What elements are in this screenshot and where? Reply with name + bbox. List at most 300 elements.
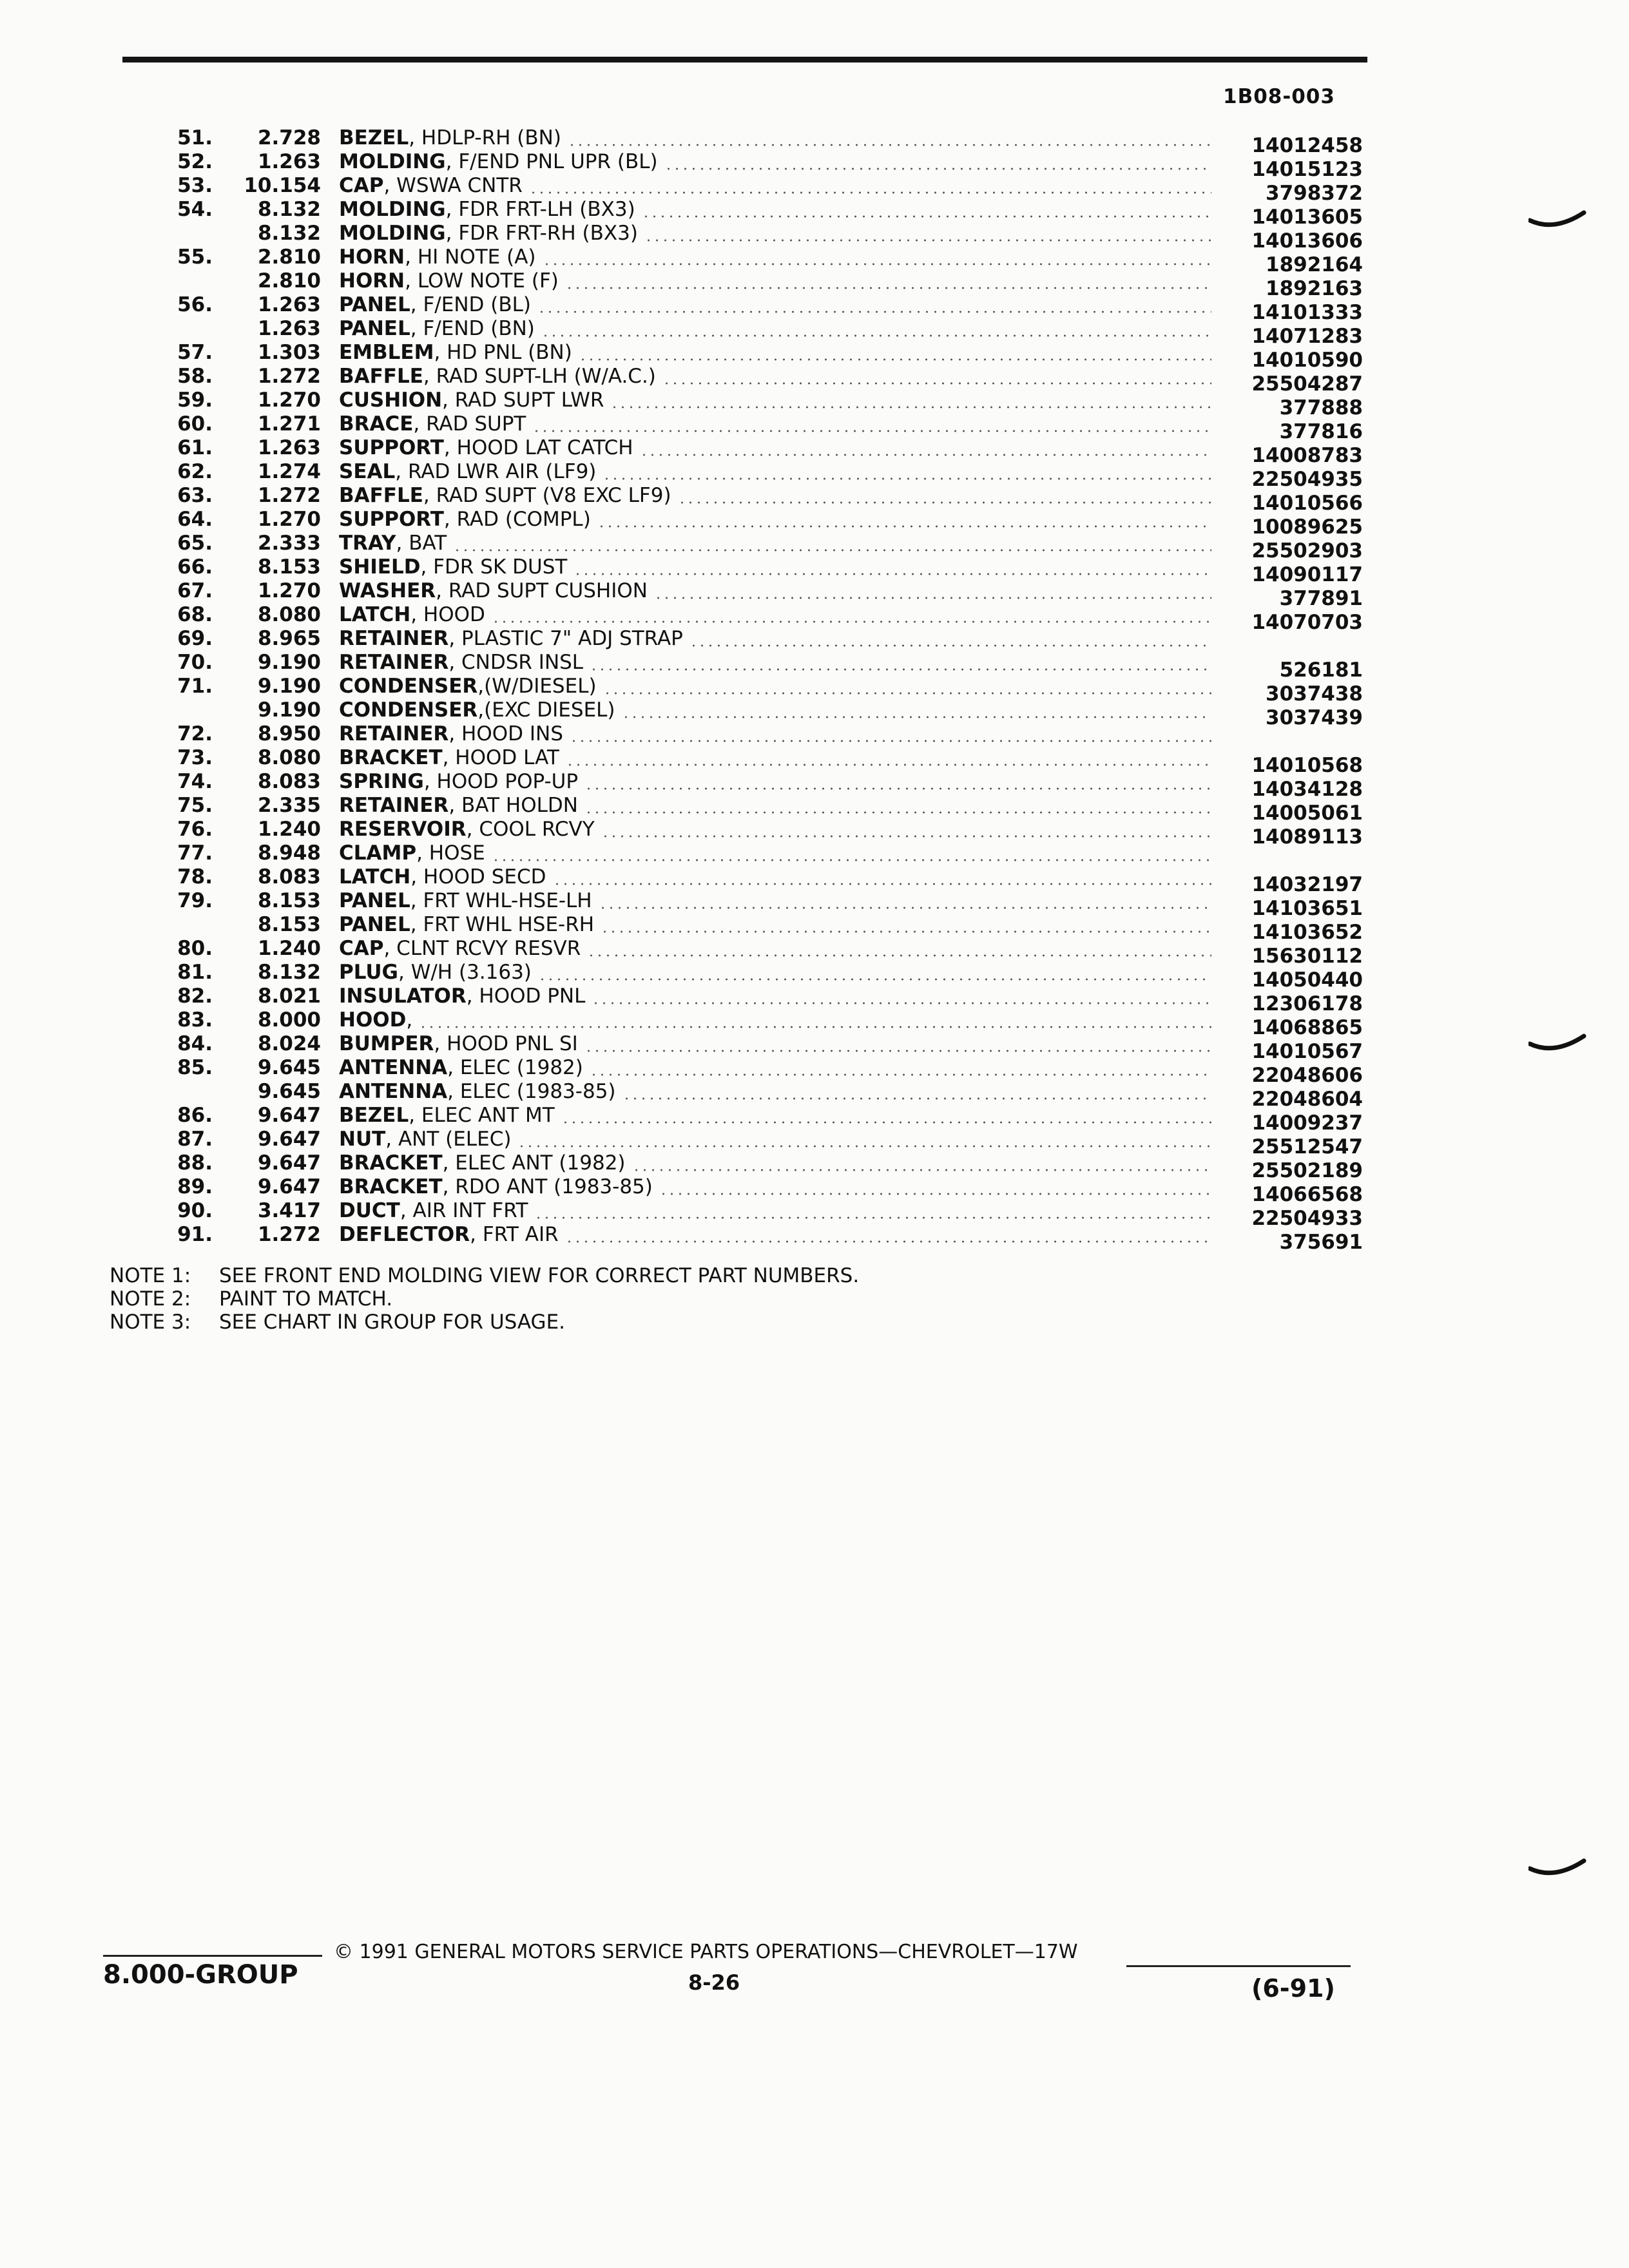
group-reference: 3.417 [257, 1199, 321, 1222]
part-row [0, 484, 1629, 515]
part-number: 12306178 [1251, 992, 1363, 1015]
part-name: CAP [339, 174, 384, 197]
dot-leader [419, 1026, 1211, 1028]
item-number: 53. [177, 174, 213, 197]
top-rule [122, 57, 1367, 62]
part-row [0, 269, 1629, 300]
item-number: 52. [177, 150, 213, 173]
part-row [0, 1151, 1629, 1182]
part-description [339, 603, 485, 627]
part-description [339, 698, 615, 722]
part-number: 3798372 [1266, 182, 1363, 205]
part-number: 14008783 [1251, 444, 1363, 467]
part-description [339, 341, 572, 365]
group-reference: 1.272 [257, 1223, 321, 1246]
dot-leader [561, 1121, 1211, 1124]
part-qualifier: , RAD LWR AIR (LF9) [395, 460, 597, 483]
part-description [339, 985, 585, 1008]
group-reference: 9.647 [257, 1128, 321, 1151]
dot-leader [642, 215, 1211, 218]
part-name: RESERVOIR [339, 818, 467, 841]
part-name: HORN [339, 269, 405, 293]
part-description [339, 222, 638, 245]
part-description [339, 1032, 578, 1056]
part-qualifier: , HOSE [416, 841, 485, 865]
dot-leader [659, 1193, 1211, 1195]
part-name: HOOD [339, 1008, 407, 1032]
footer-group-label: 8.000-GROUP [103, 1960, 298, 1990]
part-number: 377891 [1279, 587, 1363, 610]
dot-leader [664, 168, 1211, 170]
group-reference: 8.080 [257, 746, 321, 769]
part-description [339, 1175, 653, 1199]
part-name: TRAY [339, 532, 396, 555]
item-number: 77. [177, 841, 213, 865]
part-number: 14101333 [1251, 301, 1363, 324]
item-number: 85. [177, 1056, 213, 1079]
note-label: NOTE 1: [110, 1264, 191, 1287]
part-number: 14013605 [1251, 206, 1363, 229]
part-description [339, 651, 583, 675]
part-name: RETAINER [339, 627, 449, 650]
item-number: 82. [177, 985, 213, 1008]
dot-leader [610, 406, 1211, 408]
footer-date: (6-91) [1251, 1974, 1335, 2003]
item-number: 60. [177, 412, 213, 436]
footer-copyright: © 1991 GENERAL MOTORS SERVICE PARTS OPERATIONS—CHEVROLET—17W [334, 1941, 1078, 1963]
item-number: 70. [177, 651, 213, 674]
part-qualifier: , [406, 1008, 413, 1032]
part-row [0, 365, 1629, 396]
part-qualifier: , ELEC (1983-85) [447, 1080, 616, 1103]
note-label: NOTE 3: [110, 1311, 191, 1334]
note-line [110, 1264, 859, 1287]
part-description [339, 1128, 511, 1151]
part-name: LATCH [339, 865, 411, 889]
part-qualifier: , FRT WHL-HSE-LH [410, 889, 592, 912]
dot-leader [541, 334, 1211, 337]
part-description [339, 508, 591, 532]
part-row [0, 1032, 1629, 1063]
part-name: DEFLECTOR [339, 1223, 470, 1246]
group-reference: 1.240 [257, 937, 321, 960]
note-line [110, 1287, 859, 1311]
part-qualifier: , HOOD [410, 603, 485, 626]
dot-leader [529, 191, 1211, 194]
part-name: SHIELD [339, 555, 421, 579]
group-reference: 2.728 [257, 126, 321, 149]
dot-leader [532, 430, 1211, 432]
dot-leader [644, 239, 1211, 242]
dot-leader [654, 597, 1211, 599]
part-qualifier: , HOOD INS [448, 722, 563, 745]
part-number: 14034128 [1251, 778, 1363, 801]
part-description [339, 365, 656, 389]
part-row [0, 770, 1629, 801]
part-row [0, 126, 1629, 157]
part-number: 25504287 [1251, 372, 1363, 396]
dot-leader [537, 311, 1211, 313]
part-name: BAFFLE [339, 365, 423, 388]
part-qualifier: , FDR FRT-RH (BX3) [445, 222, 638, 245]
part-row [0, 1008, 1629, 1039]
item-number: 55. [177, 245, 213, 269]
part-qualifier: , RAD SUPT LWR [442, 389, 604, 412]
part-description [339, 245, 536, 269]
footer-rule-left [103, 1955, 322, 1957]
part-row [0, 985, 1629, 1015]
dot-leader [570, 740, 1211, 742]
group-reference: 1.263 [257, 150, 321, 173]
part-qualifier: , CNDSR INSL [448, 651, 584, 674]
note-line [110, 1311, 859, 1334]
part-number: 14066568 [1251, 1183, 1363, 1206]
part-number: 14103651 [1251, 897, 1363, 920]
group-reference: 8.083 [257, 770, 321, 793]
item-number: 64. [177, 508, 213, 531]
part-description [339, 126, 561, 150]
part-name: RETAINER [339, 651, 449, 674]
group-reference: 8.153 [257, 889, 321, 912]
group-reference: 1.263 [257, 317, 321, 340]
item-number: 73. [177, 746, 213, 769]
part-row [0, 865, 1629, 896]
part-row [0, 150, 1629, 181]
part-description [339, 579, 648, 603]
part-number: 377816 [1279, 420, 1363, 443]
page-code: 1B08-003 [1223, 85, 1335, 108]
part-qualifier: , BAT HOLDN [448, 794, 578, 817]
item-number: 76. [177, 818, 213, 841]
binder-hole-mark-bottom [1528, 1849, 1586, 1881]
part-row [0, 722, 1629, 746]
part-name: PLUG [339, 961, 398, 984]
dot-leader [662, 382, 1211, 385]
part-name: NUT [339, 1128, 386, 1151]
part-qualifier: , RDO ANT (1983-85) [442, 1175, 653, 1198]
part-name: BAFFLE [339, 484, 423, 507]
part-number: 14010568 [1251, 754, 1363, 777]
part-qualifier: , COOL RCVY [466, 818, 595, 841]
part-number: 25502903 [1251, 539, 1363, 562]
dot-leader [565, 287, 1211, 289]
part-description [339, 460, 596, 484]
part-description [339, 889, 592, 913]
part-name: EMBLEM [339, 341, 434, 364]
part-description [339, 389, 604, 412]
part-row [0, 389, 1629, 419]
part-qualifier: , ELEC ANT (1982) [442, 1151, 626, 1175]
part-row [0, 174, 1629, 205]
item-number: 89. [177, 1175, 213, 1198]
item-number: 72. [177, 722, 213, 745]
part-name: CONDENSER [339, 698, 478, 722]
part-qualifier: , FDR FRT-LH (BX3) [445, 198, 635, 221]
group-reference: 8.153 [257, 555, 321, 579]
binder-hole-mark-top [1528, 201, 1586, 233]
group-reference: 8.132 [257, 198, 321, 221]
dot-leader [602, 477, 1211, 480]
dot-leader [622, 716, 1211, 718]
part-row [0, 532, 1629, 562]
part-qualifier: , RAD SUPT CUSHION [436, 579, 648, 602]
part-description [339, 198, 635, 222]
part-description [339, 1056, 583, 1080]
part-row [0, 1175, 1629, 1206]
item-number: 61. [177, 436, 213, 459]
part-description [339, 412, 526, 436]
dot-leader [492, 620, 1211, 623]
group-reference: 1.303 [257, 341, 321, 364]
part-name: PANEL [339, 913, 410, 936]
part-description [339, 1104, 555, 1128]
part-row [0, 675, 1629, 706]
item-number: 71. [177, 675, 213, 698]
part-qualifier: , F/END (BL) [410, 293, 531, 316]
binder-hole-mark-middle [1528, 1024, 1586, 1057]
part-qualifier: , HD PNL (BN) [434, 341, 572, 364]
item-number: 66. [177, 555, 213, 579]
part-name: SPRING [339, 770, 424, 793]
dot-leader [632, 1169, 1211, 1171]
part-qualifier: , BAT [396, 532, 447, 555]
part-qualifier: , F/END PNL UPR (BL) [445, 150, 658, 173]
dot-leader [597, 525, 1211, 528]
part-number: 14103652 [1251, 921, 1363, 944]
part-qualifier: , RAD (COMPL) [443, 508, 591, 531]
part-row [0, 1056, 1629, 1087]
dot-leader [584, 1050, 1211, 1052]
part-number: 377888 [1279, 396, 1363, 419]
group-reference: 8.965 [257, 627, 321, 650]
dot-leader [574, 573, 1211, 575]
dot-leader [538, 978, 1211, 981]
group-reference: 8.132 [257, 961, 321, 984]
group-reference: 8.948 [257, 841, 321, 865]
part-name: BEZEL [339, 126, 409, 149]
dot-leader [568, 144, 1211, 146]
part-name: BRACKET [339, 1175, 443, 1198]
part-qualifier: , ELEC ANT MT [409, 1104, 555, 1127]
part-description [339, 865, 546, 889]
part-description [339, 1008, 412, 1032]
part-row [0, 341, 1629, 372]
part-number: 14071283 [1251, 325, 1363, 348]
part-qualifier: , LOW NOTE (F) [405, 269, 559, 293]
part-name: RETAINER [339, 794, 449, 817]
part-number: 3037439 [1266, 706, 1363, 729]
part-row [0, 794, 1629, 825]
note-text: PAINT TO MATCH. [219, 1287, 393, 1311]
note-text: SEE FRONT END MOLDING VIEW FOR CORRECT PART NUMBERS. [219, 1264, 860, 1287]
part-row [0, 579, 1629, 610]
part-number: 1892163 [1266, 277, 1363, 300]
dot-leader [584, 811, 1211, 814]
part-qualifier: , HDLP-RH (BN) [409, 126, 561, 149]
part-description [339, 627, 683, 651]
part-qualifier: , F/END (BN) [410, 317, 535, 340]
part-row [0, 293, 1629, 324]
part-number: 25502189 [1251, 1159, 1363, 1182]
item-number: 54. [177, 198, 213, 221]
part-qualifier: , FRT AIR [470, 1223, 559, 1246]
group-reference: 10.154 [244, 174, 321, 197]
part-name: LATCH [339, 603, 411, 626]
dot-leader [492, 859, 1211, 861]
footer-page-number: 8-26 [688, 1970, 740, 1995]
part-row [0, 818, 1629, 849]
part-qualifier: , AIR INT FRT [400, 1199, 528, 1222]
item-number: 68. [177, 603, 213, 626]
part-description [339, 937, 581, 961]
part-name: PANEL [339, 889, 410, 912]
part-row [0, 198, 1629, 229]
group-reference: 1.240 [257, 818, 321, 841]
group-reference: 2.333 [257, 532, 321, 555]
part-qualifier: , W/H (3.163) [398, 961, 532, 984]
group-reference: 1.270 [257, 508, 321, 531]
part-number: 14010590 [1251, 349, 1363, 372]
part-name: BEZEL [339, 1104, 409, 1127]
part-description [339, 818, 595, 841]
dot-leader [534, 1216, 1211, 1219]
part-name: CUSHION [339, 389, 443, 412]
item-number: 56. [177, 293, 213, 316]
group-reference: 9.190 [257, 651, 321, 674]
item-number: 79. [177, 889, 213, 912]
part-number: 14010567 [1251, 1040, 1363, 1063]
group-reference: 2.810 [257, 245, 321, 269]
part-number: 14089113 [1251, 825, 1363, 849]
part-description [339, 746, 559, 770]
part-number: 22048604 [1251, 1088, 1363, 1111]
part-row [0, 913, 1629, 944]
part-qualifier: , ELEC (1982) [447, 1056, 583, 1079]
part-row [0, 1104, 1629, 1135]
item-number: 91. [177, 1223, 213, 1246]
item-number: 67. [177, 579, 213, 602]
part-number: 10089625 [1251, 515, 1363, 539]
part-description [339, 794, 578, 818]
part-number: 1892164 [1266, 253, 1363, 276]
dot-leader [565, 1240, 1211, 1243]
part-row [0, 698, 1629, 729]
group-reference: 1.271 [257, 412, 321, 436]
part-name: HORN [339, 245, 405, 269]
part-qualifier: , HOOD LAT CATCH [443, 436, 633, 459]
dot-leader [584, 787, 1211, 790]
part-number: 25512547 [1251, 1135, 1363, 1158]
part-row [0, 1080, 1629, 1111]
part-name: PANEL [339, 293, 410, 316]
part-description [339, 675, 597, 698]
part-qualifier: , WSWA CNTR [383, 174, 523, 197]
part-description [339, 269, 559, 293]
part-description [339, 532, 447, 555]
group-reference: 1.272 [257, 484, 321, 507]
part-qualifier: , RAD SUPT [413, 412, 526, 436]
dot-leader [599, 907, 1211, 909]
item-number: 78. [177, 865, 213, 889]
part-qualifier: ,(EXC DIESEL) [477, 698, 615, 722]
part-row [0, 412, 1629, 443]
part-description [339, 770, 578, 794]
part-qualifier: , HOOD POP-UP [423, 770, 579, 793]
part-description [339, 317, 535, 341]
dot-leader [579, 358, 1211, 361]
group-reference: 9.645 [257, 1056, 321, 1079]
part-number: 14090117 [1251, 563, 1363, 586]
dot-leader [678, 501, 1211, 504]
item-number: 58. [177, 365, 213, 388]
item-number: 51. [177, 126, 213, 149]
item-number: 62. [177, 460, 213, 483]
group-reference: 9.647 [257, 1151, 321, 1175]
part-row [0, 961, 1629, 992]
part-row [0, 555, 1629, 586]
part-row [0, 889, 1629, 920]
item-number: 87. [177, 1128, 213, 1151]
part-name: WASHER [339, 579, 436, 602]
dot-leader [517, 1145, 1211, 1148]
part-name: RETAINER [339, 722, 449, 745]
part-row [0, 460, 1629, 491]
part-name: BRACKET [339, 746, 443, 769]
item-number: 83. [177, 1008, 213, 1032]
part-number: 14032197 [1251, 873, 1363, 896]
part-number: 22048606 [1251, 1064, 1363, 1087]
item-number: 75. [177, 794, 213, 817]
dot-leader [689, 644, 1211, 647]
part-qualifier: , RAD SUPT (V8 EXC LF9) [423, 484, 671, 507]
group-reference: 1.263 [257, 436, 321, 459]
part-name: INSULATOR [339, 985, 467, 1008]
part-name: MOLDING [339, 198, 446, 221]
part-qualifier: , FDR SK DUST [420, 555, 568, 579]
part-qualifier: , ANT (ELEC) [385, 1128, 512, 1151]
dot-leader [590, 1073, 1211, 1076]
dot-leader [592, 1002, 1211, 1004]
group-reference: 8.132 [257, 222, 321, 245]
group-reference: 9.647 [257, 1104, 321, 1127]
parts-list [0, 126, 1629, 1254]
item-number: 81. [177, 961, 213, 984]
part-number: 14068865 [1251, 1016, 1363, 1039]
part-description [339, 484, 671, 508]
part-number: 15630112 [1251, 945, 1363, 968]
part-description [339, 1080, 616, 1104]
dot-leader [553, 883, 1211, 885]
part-name: MOLDING [339, 222, 446, 245]
group-reference: 8.000 [257, 1008, 321, 1032]
part-name: SUPPORT [339, 436, 444, 459]
dot-leader [622, 1097, 1211, 1100]
part-row [0, 746, 1629, 777]
part-qualifier: , RAD SUPT-LH (W/A.C.) [423, 365, 656, 388]
part-name: SEAL [339, 460, 396, 483]
group-reference: 9.647 [257, 1175, 321, 1198]
part-name: MOLDING [339, 150, 446, 173]
part-name: BUMPER [339, 1032, 434, 1055]
part-qualifier: , HOOD PNL [466, 985, 586, 1008]
group-reference: 1.274 [257, 460, 321, 483]
part-row [0, 508, 1629, 539]
dot-leader [601, 930, 1211, 933]
item-number: 59. [177, 389, 213, 412]
part-description [339, 1151, 626, 1175]
part-row [0, 222, 1629, 253]
part-qualifier: , CLNT RCVY RESVR [383, 937, 581, 960]
